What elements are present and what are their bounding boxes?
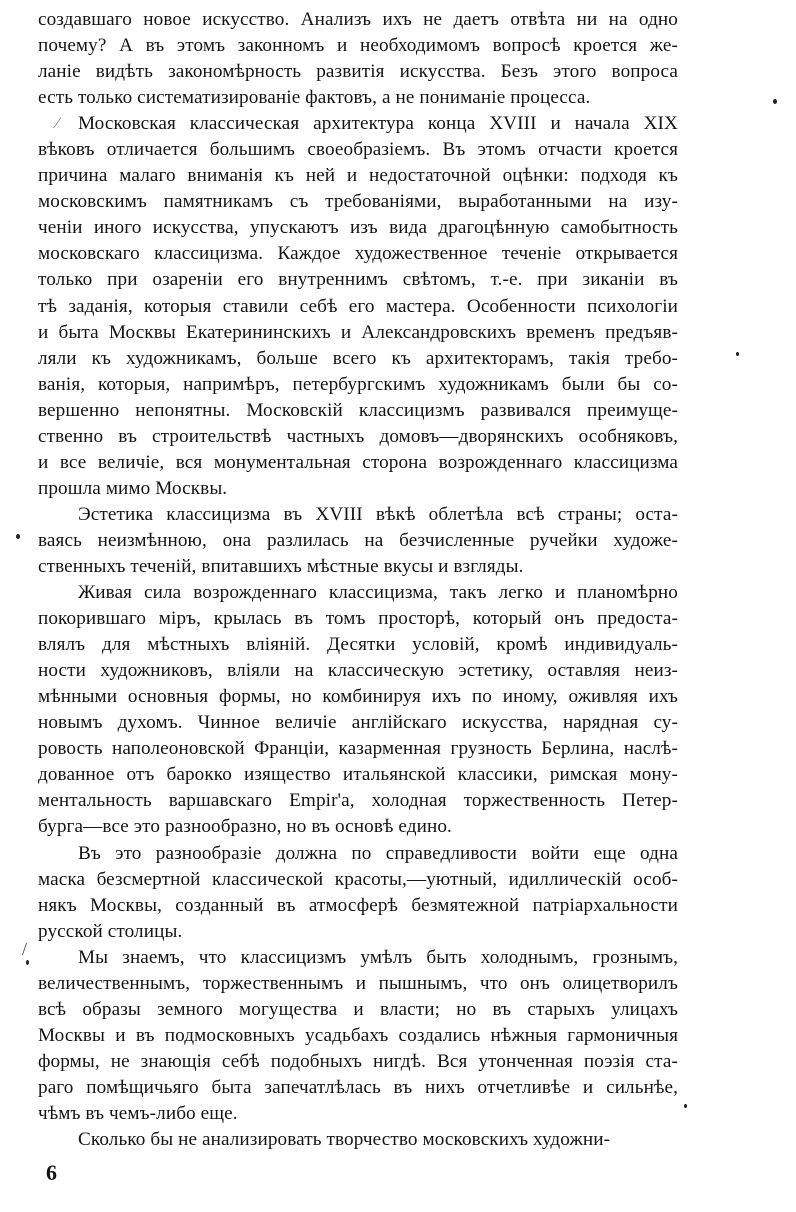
- text-line: ваясь неизмѣнною, она разлилась на безчисленные ручейки художе-: [38, 529, 678, 551]
- page-body-text: [38, 7, 678, 1153]
- text-line: влялъ для мѣстныхъ вліяній. Десятки условій, кромѣ индивидуаль-: [38, 634, 678, 656]
- text-line: московскаго классицизма. Каждое художественное теченіе открывается: [38, 243, 678, 265]
- text-line: Московская классическая архитектура конца XVIII и начала XIX: [78, 113, 678, 135]
- text-line: ственныхъ теченій, впитавшихъ мѣстные вкусы и взгляды.: [38, 555, 524, 577]
- text-line: формы, не знающія себѣ подобныхъ нигдѣ. Вся утонченная поэзія ста-: [38, 1050, 678, 1072]
- text-line: всѣ образы земного могущества и власти; но въ старыхъ улицахъ: [38, 998, 678, 1020]
- text-line: Сколько бы не анализировать творчество московскихъ художни-: [78, 1129, 611, 1151]
- text-line: ланіе видѣть закономѣрность развитія искусства. Безъ этого вопроса: [38, 61, 678, 83]
- text-line: Въ это разнообразіе должна по справедливости войти еще одна: [78, 842, 678, 864]
- text-line: создавшаго новое искусство. Анализъ ихъ не даетъ отвѣта ни на одно: [38, 9, 678, 30]
- text-line: покорившаго міръ, крылась въ томъ просторѣ, который онъ предоста-: [38, 608, 678, 630]
- scan-speck: [684, 1104, 687, 1108]
- scan-speck: [736, 352, 739, 356]
- text-line: ности художниковъ, вліяли на классическую эстетику, оставляя неиз-: [38, 660, 678, 682]
- text-line: ровость наполеоновской Франціи, казарменная грузность Берлина, наслѣ-: [38, 738, 678, 760]
- text-line: русской столицы.: [38, 920, 183, 942]
- text-line: московскимъ памятникамъ съ требованіями, выработанными на изу-: [38, 191, 678, 213]
- text-line: и все величіе, вся монументальная сторона возрожденнаго классицизма: [38, 451, 678, 473]
- text-line: ментальность варшавскаго Empir'a, холодная торжественность Петер-: [38, 790, 678, 812]
- text-line: вѣковъ отличается большимъ своеобразіемъ. Въ этомъ отчасти кроется: [38, 139, 678, 161]
- text-line: причина малаго вниманія къ ней и недостаточной оцѣнки: подходя къ: [38, 165, 678, 187]
- text-line: тѣ заданія, которыя ставили себѣ его мастера. Особенности психологіи: [38, 295, 678, 317]
- text-line: величественнымъ, торжественнымъ и пышнымъ, что онъ олицетворилъ: [38, 972, 678, 994]
- text-line: ванія, которыя, напримѣръ, петербургскимъ художникамъ были бы со-: [38, 373, 678, 395]
- text-line: Мы знаемъ, что классицизмъ умѣлъ быть холоднымъ, грознымъ,: [78, 946, 678, 968]
- text-line: ляли къ художникамъ, больше всего къ архитекторамъ, такія требо-: [38, 347, 678, 369]
- scan-speck: [773, 99, 777, 104]
- page-number: 6: [46, 1160, 57, 1185]
- text-line: есть только систематизированіе фактовъ, а не пониманіе процесса.: [38, 87, 591, 109]
- text-line: новымъ духомъ. Чинное величіе англійскаго искусства, нарядная су-: [38, 712, 678, 734]
- text-line: бурга—все это разнообразно, но въ основѣ едино.: [38, 816, 452, 838]
- text-line: раго помѣщичьяго быта запечатлѣлась въ нихъ отчетливѣе и сильнѣе,: [38, 1076, 678, 1098]
- text-line: маска безсмертной классической красоты,—уютный, идиллическій особ-: [38, 868, 678, 890]
- margin-tick-mark: /: [22, 939, 28, 959]
- text-line: Москвы и въ подмосковныхъ усадьбахъ создались нѣжныя гармоничныя: [38, 1024, 678, 1046]
- margin-tick-mark: ⁄: [56, 115, 59, 132]
- text-line: дованное отъ барокко изящество итальянской классики, римская мону-: [38, 764, 678, 786]
- text-line: чѣмъ въ чемъ-либо еще.: [38, 1102, 238, 1124]
- text-line: Эстетика классицизма въ XVIII вѣкѣ облетѣла всѣ страны; оста-: [78, 503, 678, 525]
- scan-speck: [16, 534, 20, 539]
- text-line: ственно въ строительствѣ частныхъ домовъ—дворянскихъ особняковъ,: [38, 425, 678, 447]
- text-line: и быта Москвы Екатерининскихъ и Александровскихъ временъ предъяв-: [38, 321, 678, 343]
- text-line: ченіи иного искусства, упускаютъ изъ вида драгоцѣнную самобытность: [38, 217, 678, 239]
- text-line: прошла мимо Москвы.: [38, 477, 228, 499]
- text-line: някъ Москвы, созданный въ атмосферѣ безмятежной патріархальности: [38, 894, 678, 916]
- text-line: вершенно непонятны. Московскій классицизмъ развивался преимуще-: [38, 399, 678, 421]
- text-line: мѣнными основныя формы, но комбинируя ихъ по иному, оживляя ихъ: [38, 686, 678, 708]
- scan-speck: [26, 960, 29, 965]
- text-line: почему? А въ этомъ законномъ и необходимомъ вопросѣ кроется же-: [38, 35, 678, 57]
- text-line: Живая сила возрожденнаго классицизма, такъ легко и планомѣрно: [78, 582, 678, 604]
- text-line: только при озареніи его внутреннимъ свѣтомъ, т.-е. при зиканіи въ: [38, 269, 678, 291]
